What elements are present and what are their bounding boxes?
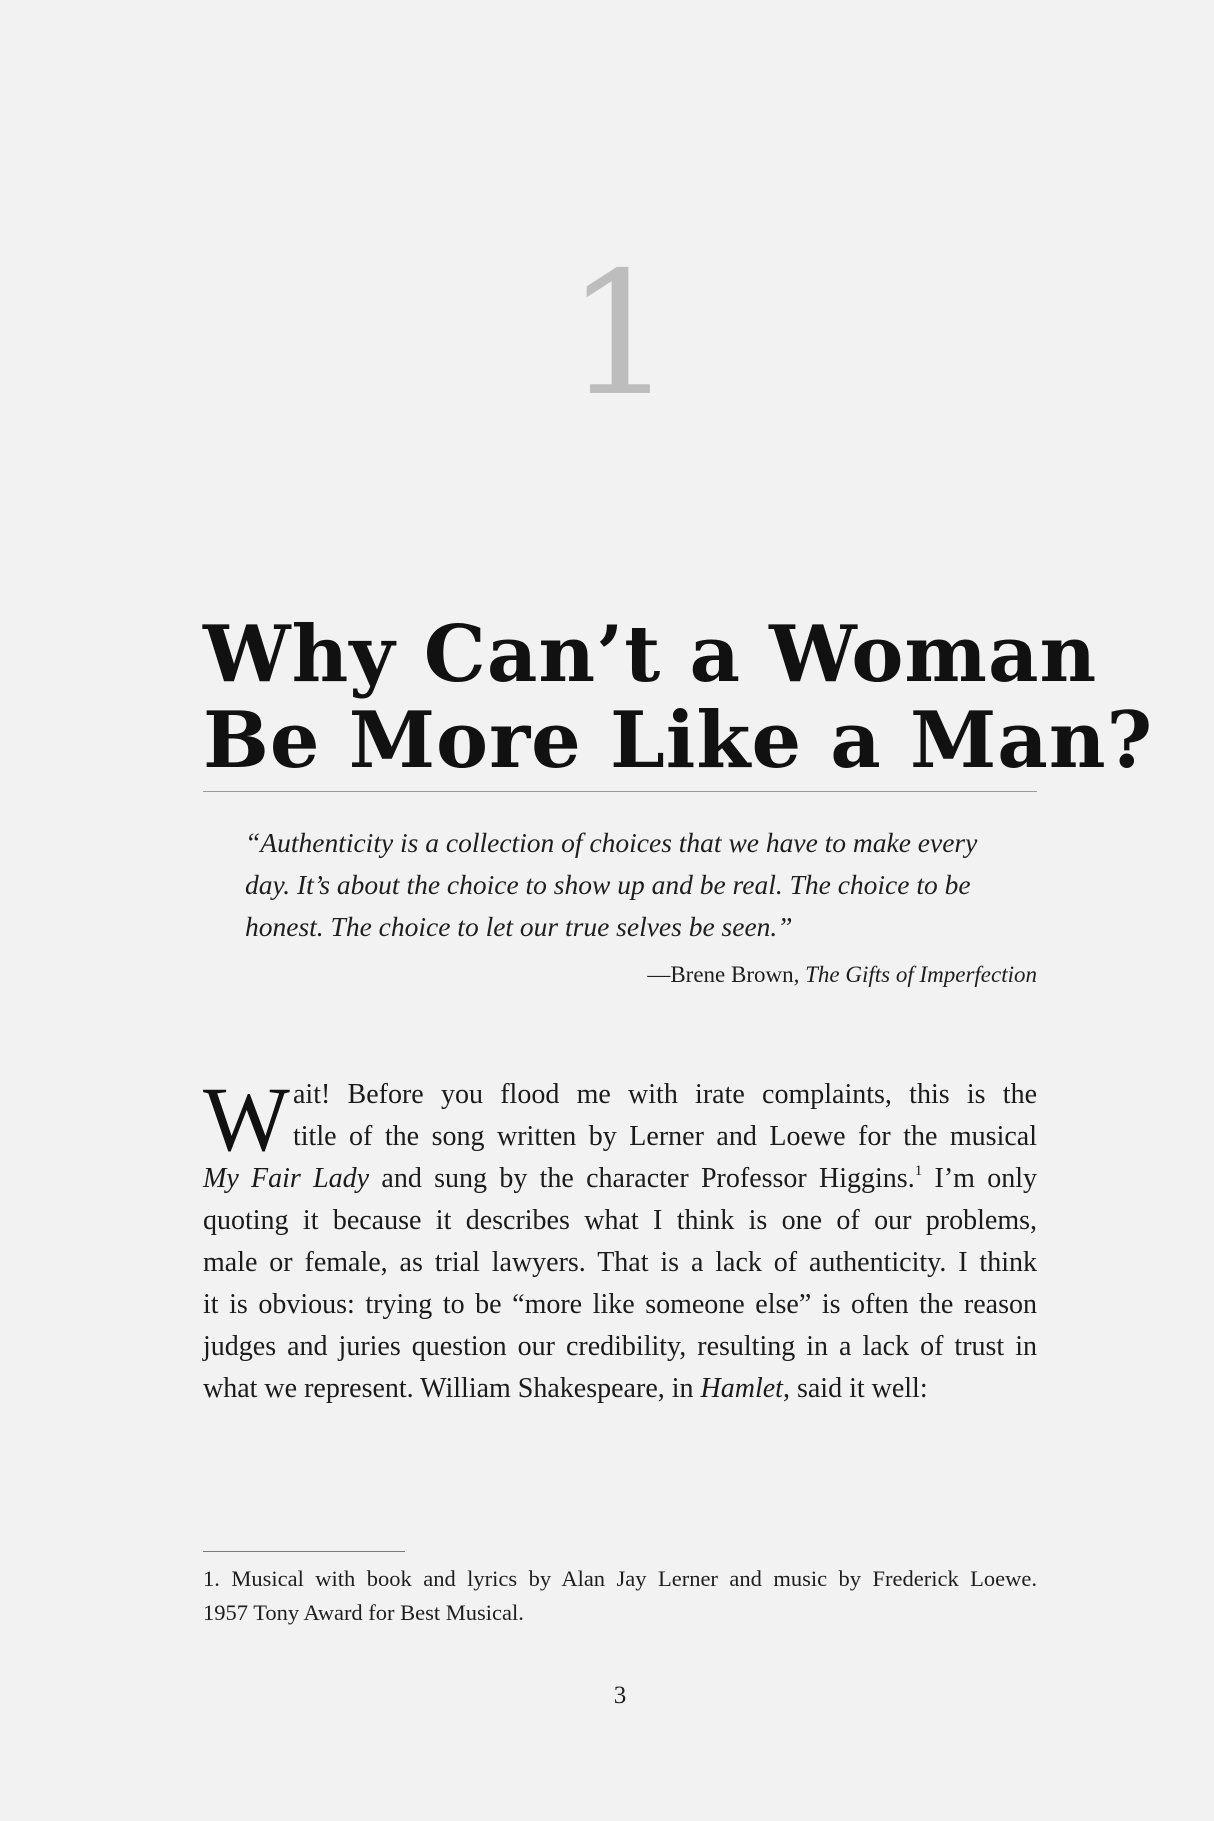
chapter-number: 1: [565, 236, 675, 434]
body-text-fragment: what we represent. William Shakespeare, in: [203, 1373, 701, 1404]
musical-title: My Fair Lady: [203, 1163, 370, 1194]
body-line: [203, 1158, 1037, 1200]
drop-cap: W: [203, 1068, 290, 1170]
body-text-fragment: and sung by the character Professor Higgins.: [369, 1163, 915, 1194]
chapter-title-line: Be More Like a Man?: [203, 695, 1154, 786]
epigraph-attribution: [647, 960, 1037, 990]
epigraph-line: day. It’s about the choice to show up and be real. The choice to be: [245, 869, 971, 900]
chapter-title-line: Why Can’t a Woman: [203, 609, 1098, 700]
body-line: quoting it because it describes what I think is one of our problems,: [203, 1205, 1037, 1236]
footnote: [203, 1562, 1037, 1630]
epigraph-line: “Authenticity is a collection of choices that we have to make every: [245, 827, 978, 858]
footnote-divider: [203, 1551, 405, 1552]
body-line: male or female, as trial lawyers. That is a lack of authenticity. I think: [203, 1247, 1037, 1278]
attribution-author: —Brene Brown,: [647, 962, 806, 987]
title-divider: [203, 791, 1037, 792]
epigraph-quote: [245, 822, 1037, 948]
footnote-line: 1957 Tony Award for Best Musical.: [203, 1600, 524, 1625]
chapter-title: [203, 609, 1154, 786]
body-text-fragment: , said it well:: [782, 1373, 928, 1404]
page-number: 3: [613, 1682, 627, 1709]
body-line: [203, 1368, 1037, 1410]
footnote-reference[interactable]: 1: [914, 1163, 923, 1179]
footnote-line: 1. Musical with book and lyrics by Alan Jay Lerner and music by Frederick Loewe.: [203, 1566, 1037, 1591]
attribution-book-title: The Gifts of Imperfection: [805, 962, 1037, 987]
body-line: judges and juries question our credibility, resulting in a lack of trust in: [203, 1331, 1037, 1362]
play-title: Hamlet: [700, 1373, 783, 1404]
body-text-fragment: I’m only: [922, 1163, 1037, 1194]
body-line: it is obvious: trying to be “more like someone else” is often the reason: [203, 1289, 1037, 1320]
body-paragraph: [203, 1068, 1037, 1410]
epigraph-line: honest. The choice to let our true selves be seen.”: [245, 911, 793, 942]
body-line: ait! Before you flood me with irate complaints, this is the: [293, 1079, 1037, 1110]
body-line: title of the song written by Lerner and Loewe for the musical: [293, 1121, 1037, 1152]
